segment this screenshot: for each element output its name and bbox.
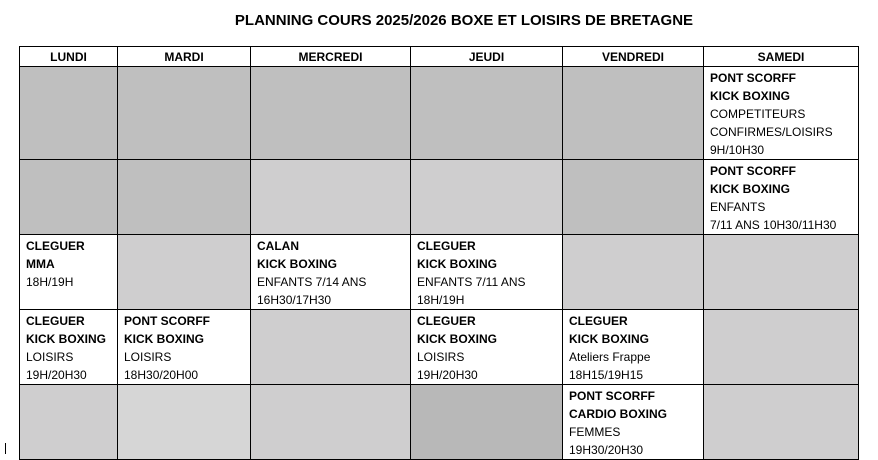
class-activity: KICK BOXING — [569, 332, 650, 346]
class-place: CLEGUER — [417, 239, 476, 253]
day-header-vendredi: VENDREDI — [563, 47, 704, 67]
class-cell — [251, 235, 411, 310]
empty-cell — [118, 385, 251, 460]
class-activity: KICK BOXING — [417, 257, 498, 271]
class-activity: MMA — [26, 257, 55, 271]
class-cell — [411, 235, 563, 310]
class-place: CLEGUER — [417, 314, 476, 328]
class-cell — [563, 310, 704, 385]
class-place: PONT SCORFF — [569, 389, 655, 403]
class-detail: CONFIRMES/LOISIRS — [710, 125, 833, 139]
day-header-mardi: MARDI — [118, 47, 251, 67]
class-cell — [704, 67, 859, 160]
empty-cell — [20, 67, 118, 160]
class-place: CLEGUER — [26, 314, 85, 328]
class-detail: FEMMES — [569, 425, 621, 439]
class-cell — [20, 310, 118, 385]
class-time: 18H30/20H00 — [124, 368, 199, 382]
empty-cell — [118, 67, 251, 160]
class-time: 18H15/19H15 — [569, 368, 644, 382]
empty-cell — [251, 160, 411, 235]
text-cursor — [5, 443, 6, 454]
class-place: PONT SCORFF — [710, 164, 796, 178]
table-row — [20, 385, 859, 460]
class-activity: KICK BOXING — [710, 182, 791, 196]
class-detail: ENFANTS 7/11 ANS — [417, 275, 526, 289]
empty-cell — [20, 160, 118, 235]
class-cell — [118, 310, 251, 385]
class-cell — [704, 160, 859, 235]
empty-cell — [20, 385, 118, 460]
schedule-table — [19, 46, 859, 460]
empty-cell — [411, 67, 563, 160]
empty-cell — [411, 160, 563, 235]
class-place: PONT SCORFF — [710, 71, 796, 85]
table-row — [20, 67, 859, 160]
table-row — [20, 235, 859, 310]
class-time: 18H/19H — [26, 275, 74, 289]
class-cell — [20, 235, 118, 310]
empty-cell — [118, 160, 251, 235]
empty-cell — [118, 235, 251, 310]
class-time: 18H/19H — [417, 293, 465, 307]
day-header-samedi: SAMEDI — [704, 47, 859, 67]
class-time: 19H/20H30 — [417, 368, 478, 382]
class-time: 19H30/20H30 — [569, 443, 644, 457]
class-place: CALAN — [257, 239, 299, 253]
class-detail: Ateliers Frappe — [569, 350, 651, 364]
class-cell — [563, 385, 704, 460]
table-row — [20, 310, 859, 385]
class-detail: ENFANTS 7/14 ANS — [257, 275, 367, 289]
day-header-mercredi: MERCREDI — [251, 47, 411, 67]
class-activity: KICK BOXING — [124, 332, 205, 346]
empty-cell — [704, 385, 859, 460]
page-title: PLANNING COURS 2025/2026 BOXE ET LOISIRS DE BRETAGNE — [234, 12, 694, 29]
class-activity: KICK BOXING — [26, 332, 107, 346]
class-activity: CARDIO BOXING — [569, 407, 668, 421]
class-place: PONT SCORFF — [124, 314, 210, 328]
empty-cell — [704, 310, 859, 385]
day-header-jeudi: JEUDI — [411, 47, 563, 67]
class-detail: LOISIRS — [124, 350, 172, 364]
class-detail: COMPETITEURS — [710, 107, 806, 121]
empty-cell — [563, 67, 704, 160]
class-detail: ENFANTS — [710, 200, 766, 214]
class-detail: LOISIRS — [26, 350, 74, 364]
class-time: 9H/10H30 — [710, 143, 765, 157]
empty-cell — [704, 235, 859, 310]
empty-cell — [251, 67, 411, 160]
class-activity: KICK BOXING — [417, 332, 498, 346]
empty-cell — [411, 385, 563, 460]
day-header-lundi: LUNDI — [20, 47, 118, 67]
header-row — [20, 47, 859, 67]
empty-cell — [251, 385, 411, 460]
class-time: 16H30/17H30 — [257, 293, 332, 307]
table-row — [20, 160, 859, 235]
empty-cell — [563, 160, 704, 235]
class-time: 7/11 ANS 10H30/11H30 — [710, 218, 837, 232]
class-detail: LOISIRS — [417, 350, 465, 364]
class-activity: KICK BOXING — [710, 89, 791, 103]
class-activity: KICK BOXING — [257, 257, 338, 271]
class-cell — [411, 310, 563, 385]
class-time: 19H/20H30 — [26, 368, 87, 382]
class-place: CLEGUER — [569, 314, 628, 328]
class-place: CLEGUER — [26, 239, 85, 253]
empty-cell — [563, 235, 704, 310]
empty-cell — [251, 310, 411, 385]
